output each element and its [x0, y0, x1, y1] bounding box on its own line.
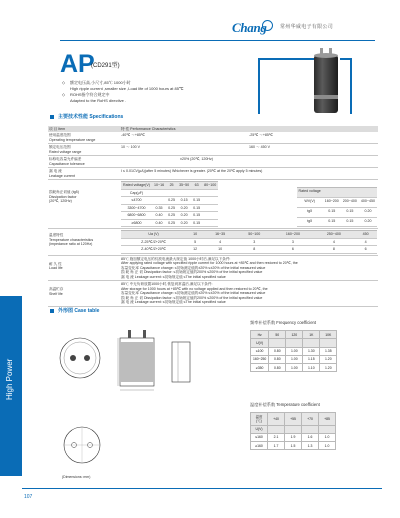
company-name: 常州华威电子有限公司 [280, 24, 334, 30]
photo-frame-right [340, 58, 352, 114]
table-row: 标称电容量允许偏差 Capacitance tolerance ±20% (20℃, 120Hz) [48, 156, 378, 168]
table-row: 温度特性 Temperature characteristics (impedance ratio at 120Hz) Ua (V) 10 16~35 50~100 160~200 250~400 450 Z-25℃/Z+20℃ 5 4 3 3 4 4 Z-40℃/Z+20℃ 12 10 8 6 8 6 [48, 229, 378, 255]
feature-2-en: Adapted to the RoHS directive . [70, 98, 127, 103]
dissipation-table-low: Rated voltage(V) 10~16 25 35~50 63 80~100 Cap(μF) ≤4700 0.25 0.15 0.15 3300~4700 0.35 0.25 0.20 0.15 6800~6800 0.40 0.25 0.20 0.15 ≥6800 0.40 0.25 0.20 0.15 [123, 183, 217, 225]
table-row: 额定电压范围 Rated voltage range 10 ～ 100 V 160 ～ 450 V [48, 144, 378, 156]
spec-table [48, 126, 378, 307]
case-drawing [58, 320, 228, 500]
freq-header: Hz [251, 331, 269, 339]
table-row: 耐 久 性 Load life 85℃ 施加额定电压的纹波电流最大规定值 1000小时后,满足以下条件: After applying rated voltage with specified ripple current for 1000 hours at +85℃ and then restored to 20℃, the 容量变化率 Capacitance change: ≤初始测定值的±20% ≤±20% of the initial measured value 损 耗 角 正 切 Dissipation factor: ≤初始规定值的200% ≤200% of the initial specified value 漏 电 流 Leakage current: ≤初始规定值 ≤The initial specified value [48, 255, 378, 280]
impedance-ratio-table: Ua (V) 10 16~35 50~100 160~200 250~400 450 Z-25℃/Z+20℃ 5 4 3 3 4 4 Z-40℃/Z+20℃ 12 10 8 6 8 6 [121, 230, 377, 253]
case-top-view [60, 338, 100, 378]
footer-divider [22, 488, 382, 489]
table-row: 漏 电 流 Leakage current I ≤ 0.01CV(μA)(after 5 minutes) Whichever is greater. (20℃ at the 20℃ apply 5 minutes) [48, 168, 378, 180]
series-name: AP [60, 50, 95, 78]
feature-2: ◇ ROHS指令符合规定中 [62, 92, 110, 97]
table-row: 使用温度范围 Operating temperature range -40℃ ～+85℃ -25℃ ～+85℃ [48, 132, 378, 143]
table-row: ≥160 1.7 1.5 1.3 1.0 [251, 442, 336, 450]
table-row: ≤100 0.80 1.00 1.30 1.35 [251, 347, 337, 355]
case-end-view [172, 342, 190, 382]
spec-section-title: 主要技术性能 Specifications [50, 114, 123, 120]
logo-ring-icon [262, 20, 273, 31]
spec-header-perf: 特 性 Performance Characteristics [120, 126, 378, 132]
table-row: 160~250 0.80 1.00 1.15 1.20 [251, 355, 337, 363]
terminal-positive [84, 355, 90, 361]
header-divider [60, 40, 375, 41]
frequency-coefficient-title: 频率补偿系数 Frequency coefficient [250, 320, 317, 325]
dissipation-table-high: Rated voltage WV(V) 160~200 200~400 400~450 tgδ 0.15 0.15 0.20 tgδ 0.15 0.15 0.20 [297, 187, 377, 227]
case-pin [128, 330, 131, 338]
temperature-coefficient-table: 温度(℃) +40 +55 +70 +85 U(V) ≤160 2.1 1.9 1.6 1.0 ≥160 1.7 1.5 1.3 1.0 [250, 412, 336, 450]
temperature-coefficient-title: 温度补偿系数 Temperature coefficient [250, 402, 320, 407]
spec-header-item: 项 目 Item [48, 126, 120, 132]
case-sleeve [120, 342, 154, 382]
capacitor-top [314, 53, 338, 58]
terminal-negative [70, 355, 76, 361]
capacitor-photo [314, 55, 338, 113]
page-number: 107 [24, 494, 33, 500]
side-band-label: High Power [5, 358, 14, 400]
case-section-title: 外形图 Case table [50, 308, 99, 314]
feature-1: ◇ 额定电压高,小尺寸,85℃ 1000小时 [62, 80, 131, 85]
case-top-inner [64, 342, 96, 374]
table-row: 损耗角正切值 (tgδ) Dissipation factor (20℃, 120Hz) Rated voltage(V) 10~16 25 35~50 63 80~100 Cap(μF) ≤4700 0.25 0.15 0.15 3300~4700 0.35 0.25 0.20 0.15 6800~6800 0.40 0.25 0.20 0.15 ≥6800 0.40 0.25 0.20 0.15 Rated voltage WV(V) 160~200 200~400 400~450 tgδ 0.15 0.15 0.20 tgδ 0.15 0.15 0.20 [48, 180, 378, 229]
frequency-coefficient-table: Hz 50 120 1K 10K U(V) ≤100 0.80 1.00 1.30 1.35 160~250 0.80 1.00 1.15 1.20 ≥350 0.80 1.00 1.10 1.20 [250, 330, 337, 372]
photo-frame-left [258, 58, 316, 114]
feature-1-en: High ripple current ,smaller size ,Load life of 1000 hours at 85℃ [70, 86, 184, 91]
case-pin [143, 330, 146, 338]
table-row: ≤160 2.1 1.9 1.6 1.0 [251, 433, 336, 441]
drawing-note: (Dimensions: mm) [62, 475, 91, 479]
table-row: 高温贮存 Shelf life 85℃ 中无负荷放置1000小时,恢复到常温后,满足以下条件: After storage for 1000 hours at +85℃ with no voltage applied and then restored to 20℃, the 容量变化率 Capacitance change: ≤初始测定值的±20% ≤±20% of the initial measured value 损 耗 角 正 切 Dissipation factor: ≤初始规定值的200% ≤200% of the initial specified value 漏 电 流 Leakage current: ≤初始规定值 ≤The initial specified value [48, 281, 378, 306]
series-code: (CD291型) [91, 63, 120, 69]
company-logo: Chang [232, 20, 267, 35]
capacitor-band [314, 95, 338, 99]
table-row: ≥350 0.80 1.00 1.10 1.20 [251, 364, 337, 372]
